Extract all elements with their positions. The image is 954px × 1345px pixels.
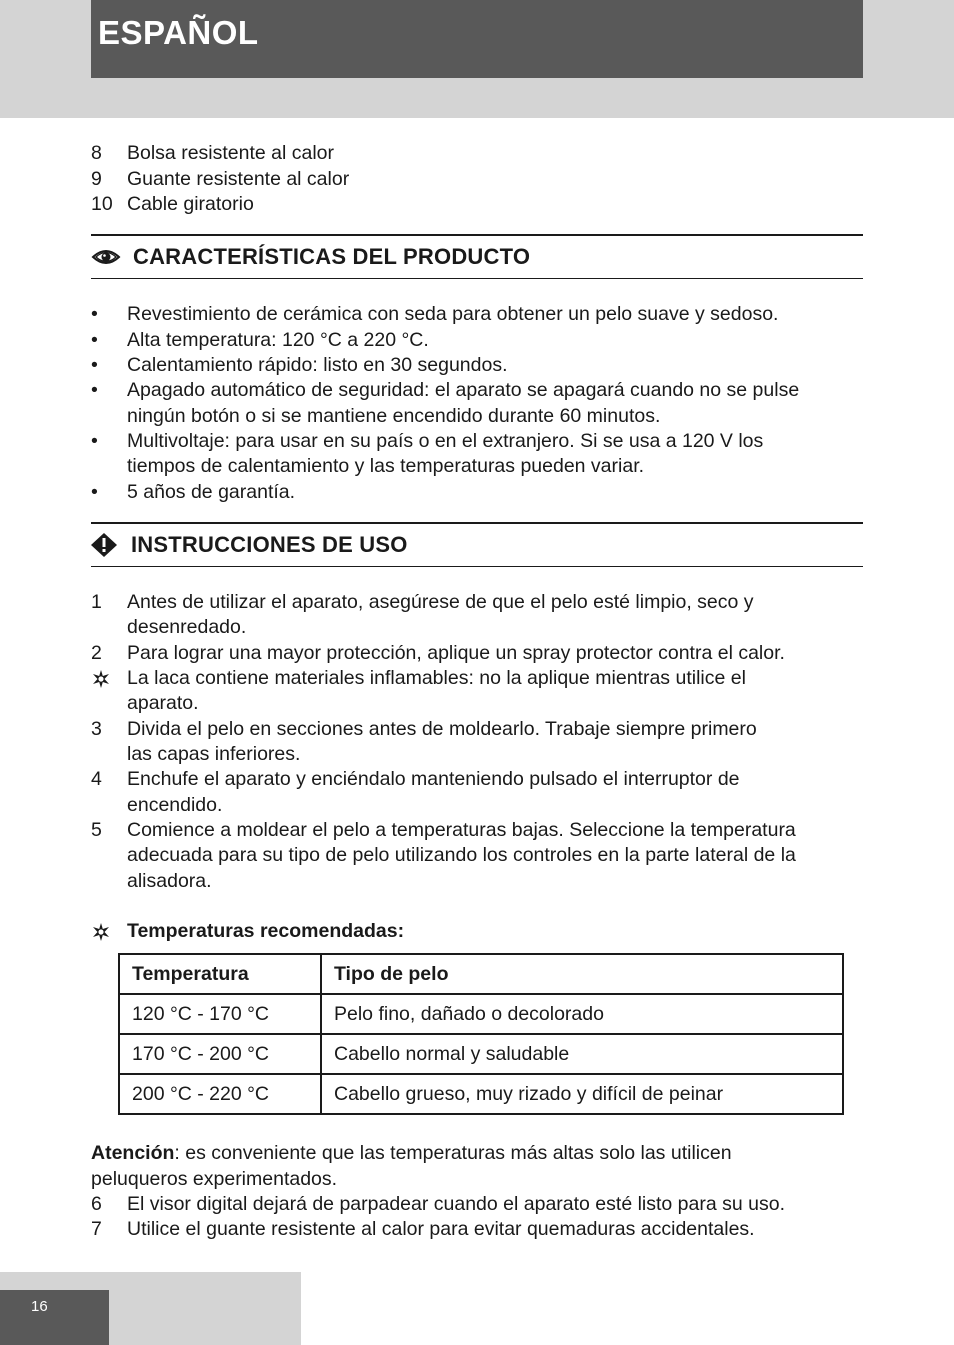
table-row [119, 994, 843, 1034]
attention-note [91, 1141, 863, 1167]
section-title: CARACTERÍSTICAS DEL PRODUCTO [133, 244, 531, 269]
section-title: INSTRUCCIONES DE USO [131, 532, 408, 557]
step-text: desenredado. [127, 616, 247, 638]
table-row [119, 1074, 843, 1114]
attention-label: Atención [91, 1142, 175, 1164]
bullet: • [91, 430, 98, 452]
item-number: 10 [91, 193, 113, 215]
temperature-table [118, 953, 844, 1115]
page-title: ESPAÑOL [98, 14, 259, 51]
eye-icon [91, 245, 121, 269]
attention-text: peluqueros experimentados. [91, 1168, 338, 1190]
step-number: 4 [91, 768, 102, 790]
step-text: Utilice el guante resistente al calor para evitar quemaduras accidentales. [127, 1218, 755, 1240]
step-text: adecuada para su tipo de pelo utilizando los controles en la parte lateral de la [127, 844, 796, 866]
item-text: ningún botón o si se mantiene encendido durante 60 minutos. [127, 405, 661, 427]
item-text: Alta temperatura: 120 °C a 220 °C. [127, 329, 429, 351]
temperature-cell: 120 °C - 170 °C [119, 994, 321, 1034]
step-text: las capas inferiores. [127, 743, 301, 765]
table-row [119, 1034, 843, 1074]
recommended-label: Temperaturas recomendadas: [127, 920, 405, 942]
bullet: • [91, 354, 98, 376]
item-text: Calentamiento rápido: listo en 30 segundos. [127, 354, 508, 376]
page-number: 16 [31, 1298, 48, 1315]
item-text: tiempos de calentamiento y las temperaturas pueden variar. [127, 455, 645, 477]
step-text: Antes de utilizar el aparato, asegúrese de que el pelo esté limpio, seco y [127, 591, 754, 613]
column-header: Tipo de pelo [321, 954, 843, 994]
hair-type-cell: Cabello normal y saludable [321, 1034, 843, 1074]
temperature-cell: 170 °C - 200 °C [119, 1034, 321, 1074]
instructions-heading [91, 522, 863, 567]
language-title-bar [91, 0, 863, 78]
step-text: Para lograr una mayor protección, aplique un spray protector contra el calor. [127, 642, 785, 664]
bullet: • [91, 329, 98, 351]
warning-diamond-icon [91, 533, 121, 557]
step-text: alisadora. [127, 870, 212, 892]
item-number: 8 [91, 142, 102, 164]
step-text: Enchufe el aparato y enciéndalo manteniendo pulsado el interruptor de [127, 768, 740, 790]
step-number: 2 [91, 642, 102, 664]
item-text: Revestimiento de cerámica con seda para obtener un pelo suave y sedoso. [127, 303, 779, 325]
step-number: 7 [91, 1218, 102, 1240]
page-number-box [0, 1290, 109, 1345]
bullet: • [91, 481, 98, 503]
step-text: El visor digital dejará de parpadear cuando el aparato esté listo para su uso. [127, 1193, 785, 1215]
hair-type-cell: Pelo fino, dañado o decolorado [321, 994, 843, 1034]
step-text: Comience a moldear el pelo a temperaturas bajas. Seleccione la temperatura [127, 819, 796, 841]
bullet: • [91, 379, 98, 401]
step-number: 5 [91, 819, 102, 841]
attention-text: : es conveniente que las temperaturas más altas solo las utilicen [174, 1142, 732, 1164]
item-text: Guante resistente al calor [127, 168, 350, 190]
item-text: 5 años de garantía. [127, 481, 296, 503]
column-header: Temperatura [119, 954, 321, 994]
features-heading [91, 234, 863, 279]
item-text: Apagado automático de seguridad: el aparato se apagará cuando no se pulse [127, 379, 800, 401]
step-text: encendido. [127, 794, 223, 816]
item-number: 9 [91, 168, 102, 190]
table-header-row [119, 954, 843, 994]
step-number: 6 [91, 1193, 102, 1215]
bullet: • [91, 303, 98, 325]
step-number: 3 [91, 718, 102, 740]
step-number: 1 [91, 591, 102, 613]
temperature-cell: 200 °C - 220 °C [119, 1074, 321, 1114]
step-text: aparato. [127, 692, 199, 714]
item-text: Bolsa resistente al calor [127, 142, 335, 164]
star-icon [91, 666, 121, 697]
star-icon [91, 919, 121, 950]
item-text: Multivoltaje: para usar en su país o en el extranjero. Si se usa a 120 V los [127, 430, 764, 452]
attention-note-continuation [91, 1167, 863, 1193]
step-text: Divida el pelo en secciones antes de moldearlo. Trabaje siempre primero [127, 718, 757, 740]
hair-type-cell: Cabello grueso, muy rizado y difícil de peinar [321, 1074, 843, 1114]
step-text: La laca contiene materiales inflamables: no la aplique mientras utilice el [127, 667, 746, 689]
item-text: Cable giratorio [127, 193, 254, 215]
